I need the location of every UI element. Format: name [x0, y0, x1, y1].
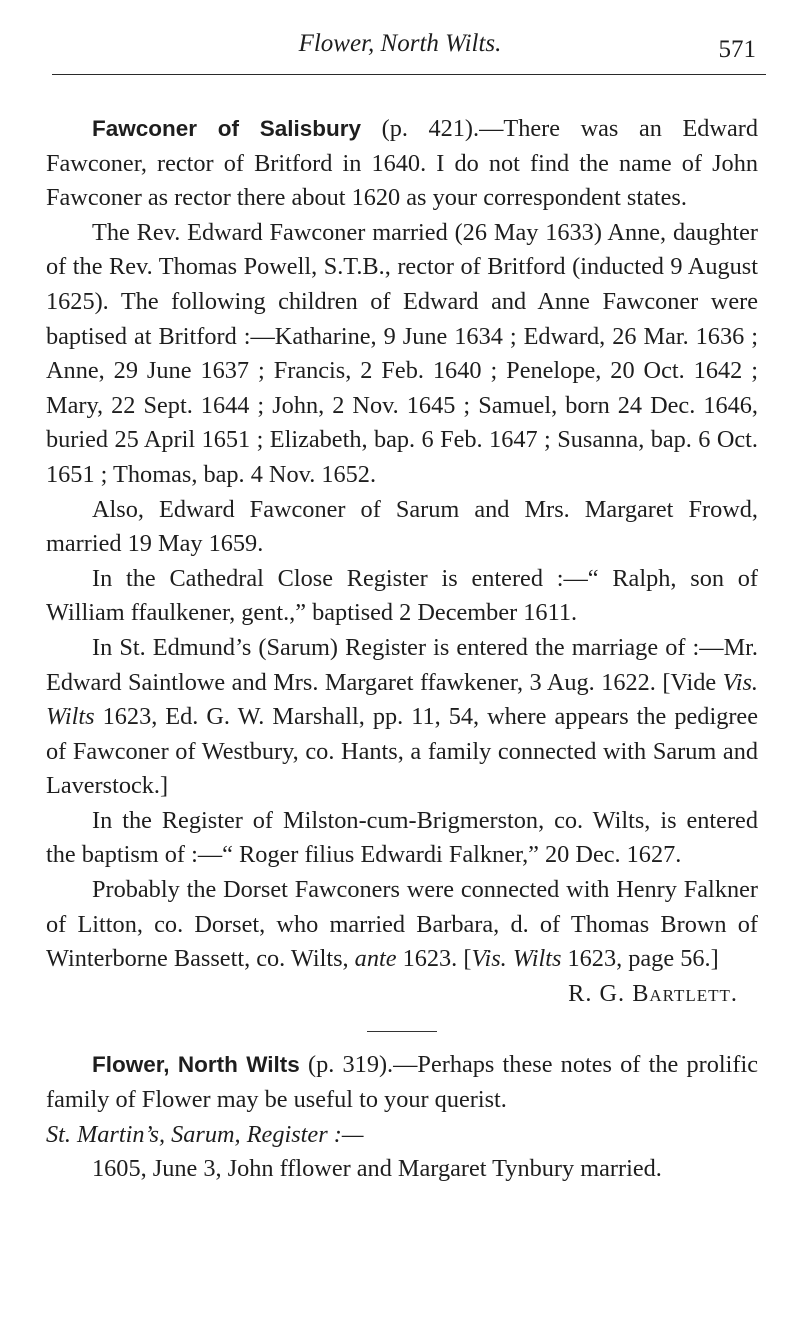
- fawconer-paragraph-3: Also, Edward Fawconer of Sarum and Mrs. Margaret Frowd, married 19 May 1659.: [46, 495, 758, 558]
- header-rule: [52, 74, 766, 75]
- running-head: [0, 30, 800, 64]
- fawconer-heading: Fawconer of Salisbury: [92, 116, 362, 141]
- flower-p1-text: (p. 319).—Perhaps these notes of the prolific family of Flower may be useful to your querist.: [46, 1051, 758, 1114]
- fawconer-p1-text: (p. 421).—There was an Edward Fawconer, rector of Britford in 1640. I do not find the name of John Fawconer as rector there about 1620 as your correspondent states.: [46, 115, 758, 212]
- fawconer-paragraph-7: [46, 873, 758, 977]
- flower-heading: Flower, North Wilts: [92, 1052, 300, 1078]
- fawconer-paragraph-4: In the Cathedral Close Register is entered :—“ Ralph, son of William ffaulkener, gent.,” baptised 2 December 1611.: [46, 564, 758, 627]
- register-entry-1: 1605, June 3, John fflower and Margaret Tynbury married.: [92, 1155, 662, 1183]
- signature: [46, 977, 758, 1012]
- p5-text-a: In St. Edmund’s (Sarum) Register is entered the marriage of :—Mr. Edward Saintlowe and Mrs. Margaret ffawkener, 3 Aug. 1622. [Vide: [46, 633, 758, 696]
- p5-vis-wilts: Vis. Wilts: [46, 668, 758, 731]
- p7-text-b: 1623. [: [396, 945, 472, 973]
- fawconer-paragraph-5: [46, 631, 758, 804]
- p5-text-b: 1623, Ed. G. W. Marshall, pp. 11, 54, where appears the pedigree of Fawconer of Westbury, co. Hants, a family connected with Sarum and Laverstock.]: [46, 703, 758, 800]
- p7-text-c: 1623, page 56.]: [561, 945, 719, 973]
- running-head-title: Flower, North Wilts.: [298, 30, 502, 57]
- flower-paragraph-1: [46, 1048, 758, 1117]
- p7-text-a: Probably the Dorset Fawconers were connected with Henry Falkner of Litton, co. Dorset, who married Barbara, d. of Thomas Brown of Winterborne Bassett, co. Wilts,: [46, 876, 758, 973]
- signature-text: R. G. Bartlett.: [568, 979, 738, 1007]
- p7-ante: ante: [354, 945, 397, 973]
- p7-vis-wilts: Vis. Wilts: [471, 945, 562, 973]
- register-heading: St. Martin’s, Sarum, Register :—: [46, 1120, 364, 1148]
- section-separator: [367, 1031, 437, 1032]
- page-number: 571: [718, 36, 756, 63]
- article-body: [46, 112, 758, 1187]
- fawconer-paragraph-1: [46, 112, 758, 216]
- fawconer-paragraph-2: The Rev. Edward Fawconer married (26 May 1633) Anne, daughter of the Rev. Thomas Powell, S.T.B., rector of Britford (inducted 9 August 1625). The following children of Edward and Anne Fawconer were baptised at Britford :—Katharine, 9 June 1634 ; Edward, 26 Mar. 1636 ; Anne, 29 June 1637 ; Francis, 2 Feb. 1640 ; Penelope, 20 Oct. 1642 ; Mary, 22 Sept. 1644 ; John, 2 Nov. 1645 ; Samuel, born 24 Dec. 1646, buried 25 April 1651 ; Elizabeth, bap. 6 Feb. 1647 ; Susanna, bap. 6 Oct. 1651 ; Thomas, bap. 4 Nov. 1652.: [46, 218, 758, 488]
- fawconer-paragraph-6: In the Register of Milston-cum-Brigmerston, co. Wilts, is entered the baptism of :—“ Roger filius Edwardi Falkner,” 20 Dec. 1627.: [46, 806, 758, 869]
